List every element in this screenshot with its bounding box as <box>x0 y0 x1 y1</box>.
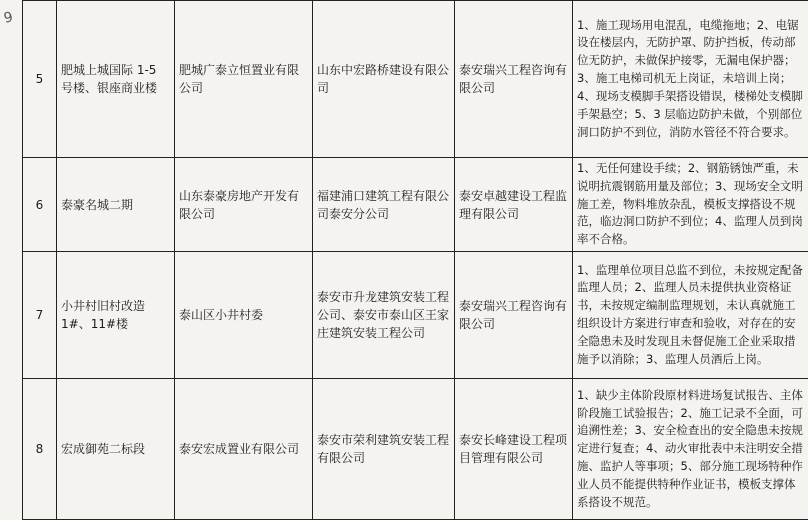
project-name: 肥城上城国际 1-5 号楼、银座商业楼 <box>57 1 175 158</box>
project-name: 泰豪名城二期 <box>57 158 175 252</box>
supervisor: 泰安长峰建设工程项目管理有限公司 <box>455 379 573 520</box>
table-row <box>23 379 808 520</box>
row-number: 8 <box>23 379 57 520</box>
contractor: 泰安市升龙建筑安装工程公司、泰安市泰山区王家庄建筑安装工程公司 <box>313 252 455 379</box>
page-mark: 9 <box>2 9 14 27</box>
project-name: 宏成御苑二标段 <box>57 379 175 520</box>
supervisor: 泰安瑞兴工程咨询有限公司 <box>455 1 573 158</box>
table-row <box>23 1 808 158</box>
row-number: 5 <box>23 1 57 158</box>
row-number: 6 <box>23 158 57 252</box>
table-row <box>23 252 808 379</box>
issues: 1、施工现场用电混乱，电缆拖地；2、电锯设在楼层内，无防护罩、防护挡板，传动部位无防护，未做保护接零，无漏电保护器；3、施工电梯司机无上岗证，未培训上岗；4、现场支模脚手架搭设错误，楼梯处支模脚手架悬空；5、3 层临边防护未做，个别部位洞口防护不到位，消防水管径不符合要求。 <box>573 1 808 158</box>
issues: 1、监理单位项目总监不到位，未按规定配备监理人员；2、监理人员未提供执业资格证书，未按规定编制监理规划，未认真就施工组织设计方案进行审查和验收，对存在的安全隐患未及时发现且未督促施工企业采取措施予以消除；3、监理人员酒后上岗。 <box>573 252 808 379</box>
table-row <box>23 158 808 252</box>
supervisor: 泰安卓越建设工程监理有限公司 <box>455 158 573 252</box>
inspection-table <box>22 0 808 520</box>
developer: 肥城广泰立恒置业有限公司 <box>175 1 313 158</box>
developer: 泰安宏成置业有限公司 <box>175 379 313 520</box>
supervisor: 泰安瑞兴工程咨询有限公司 <box>455 252 573 379</box>
contractor: 泰安市荣利建筑安装工程有限公司 <box>313 379 455 520</box>
issues: 1、缺少主体阶段原材料进场复试报告、主体阶段施工试验报告；2、施工记录不全面，可追溯性差；3、安全检查出的安全隐患未按规定进行复查；4、动火审批表中未注明安全措施、监护人等事项；5、部分施工现场特种作业人员不能提供特种作业证书，模板支撑体系搭设不规范。 <box>573 379 808 520</box>
contractor: 山东中宏路桥建设有限公司 <box>313 1 455 158</box>
developer: 山东泰豪房地产开发有限公司 <box>175 158 313 252</box>
row-number: 7 <box>23 252 57 379</box>
issues: 1、无任何建设手续；2、钢筋锈蚀严重，未说明抗震钢筋用量及部位；3、现场安全文明施工差，物料堆放杂乱，模板支撑搭设不规范，临边洞口防护不到位；4、监理人员到岗率不合格。 <box>573 158 808 252</box>
contractor: 福建浦口建筑工程有限公司泰安分公司 <box>313 158 455 252</box>
project-name: 小井村旧村改造 1#、11#楼 <box>57 252 175 379</box>
developer: 泰山区小井村委 <box>175 252 313 379</box>
